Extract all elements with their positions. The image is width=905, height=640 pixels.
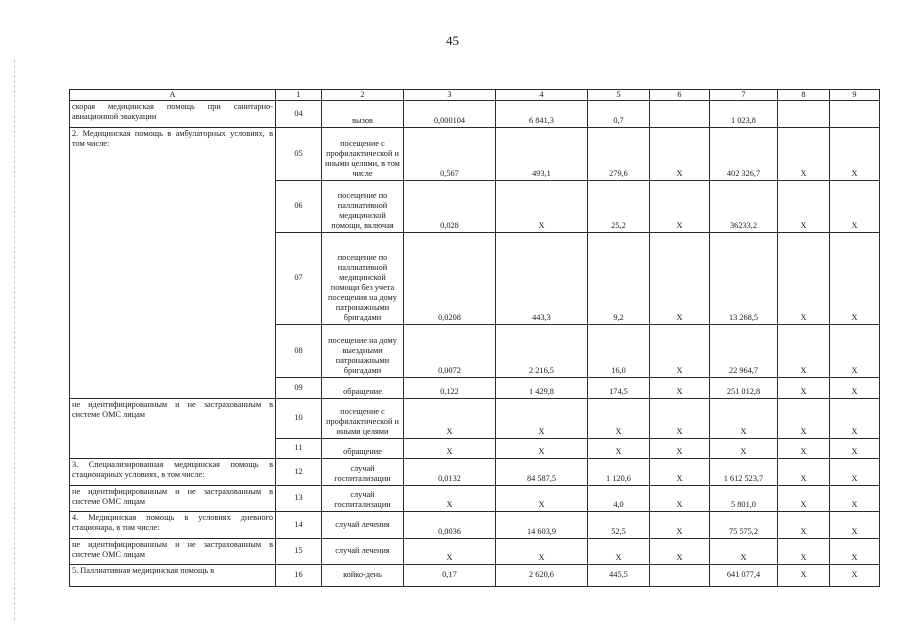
cell-col9: Х [830,564,880,586]
cell-col6: Х [650,398,710,438]
row-description: не идентифицированным и не застрахованным в системе ОМС лицам [70,485,276,511]
table-row [70,538,880,564]
cell-col3: 0,0132 [404,458,496,485]
row-code: 07 [276,232,322,324]
header-cell-2: 2 [322,90,404,101]
cell-col5: Х [588,538,650,564]
row-unit: посещение на дому выездными патронажными бригадами [322,324,404,377]
row-unit: койко-день [322,564,404,586]
header-cell-a: А [70,90,276,101]
row-unit: посещение с профилактической и иными целями, в том числе [322,127,404,180]
cell-col5: Х [588,438,650,458]
page-number: 45 [446,33,459,48]
scan-edge-line [14,60,15,620]
row-description: скорая медицинская помощь при санитарно-авиационной эвакуации [70,100,276,127]
row-description: не идентифицированным и не застрахованным в системе ОМС лицам [70,538,276,564]
table-row [70,127,880,180]
cell-col4: 14 603,9 [496,511,588,538]
cell-col4: Х [496,485,588,511]
row-unit: случай госпитализации [322,458,404,485]
cell-col8: Х [778,485,830,511]
cell-col7: 36233,2 [710,180,778,232]
row-code: 14 [276,511,322,538]
cell-col5: Х [588,398,650,438]
cell-col6: Х [650,324,710,377]
cell-col7: 5 801,0 [710,485,778,511]
cell-col6 [650,100,710,127]
cell-col8: Х [778,232,830,324]
cell-col4: 2 216,5 [496,324,588,377]
table-row [70,564,880,586]
row-description: 5. Паллиативная медицинская помощь в [70,564,276,586]
cell-col5: 1 120,6 [588,458,650,485]
cell-col3: 0,0036 [404,511,496,538]
cell-col6: Х [650,180,710,232]
cell-col9: Х [830,398,880,438]
row-code: 05 [276,127,322,180]
cell-col7: Х [710,438,778,458]
header-cell-1: 1 [276,90,322,101]
row-code: 09 [276,377,322,398]
cell-col5: 0,7 [588,100,650,127]
header-cell-9: 9 [830,90,880,101]
header-cell-3: 3 [404,90,496,101]
cell-col3: 0,0072 [404,324,496,377]
row-description: 2. Медицинская помощь в амбулаторных условиях, в том числе: [70,127,276,398]
cell-col9: Х [830,538,880,564]
row-code: 04 [276,100,322,127]
cell-col4: 493,1 [496,127,588,180]
row-unit: посещение с профилактической и иными целями [322,398,404,438]
cell-col6: Х [650,511,710,538]
cell-col4: 443,3 [496,232,588,324]
cell-col3: Х [404,485,496,511]
cell-col7: 1 023,8 [710,100,778,127]
table-row [70,100,880,127]
cell-col5: 174,5 [588,377,650,398]
cell-col8: Х [778,438,830,458]
cell-col5: 445,5 [588,564,650,586]
row-unit: случай госпитализации [322,485,404,511]
cell-col7: 251 012,8 [710,377,778,398]
cell-col9: Х [830,438,880,458]
cell-col6: Х [650,127,710,180]
row-code: 13 [276,485,322,511]
cell-col3: 0,000104 [404,100,496,127]
row-description: 3. Специализированная медицинская помощь в стационарных условиях, в том числе: [70,458,276,485]
row-code: 10 [276,398,322,438]
cell-col5: 279,6 [588,127,650,180]
cell-col4: 1 429,8 [496,377,588,398]
cell-col5: 4,0 [588,485,650,511]
row-description: не идентифицированным и не застрахованным в системе ОМС лицам [70,398,276,458]
cell-col6: Х [650,377,710,398]
cell-col7: 1 612 523,7 [710,458,778,485]
header-cell-6: 6 [650,90,710,101]
cell-col6 [650,564,710,586]
header-cell-4: 4 [496,90,588,101]
cell-col8: Х [778,538,830,564]
cell-col7: 13 268,5 [710,232,778,324]
cell-col6: Х [650,232,710,324]
cell-col4: Х [496,538,588,564]
cell-col9: Х [830,127,880,180]
cell-col4: Х [496,398,588,438]
row-code: 06 [276,180,322,232]
cell-col9: Х [830,511,880,538]
row-unit: обращение [322,377,404,398]
cell-col4: 2 620,6 [496,564,588,586]
row-code: 11 [276,438,322,458]
cell-col9 [830,100,880,127]
cell-col3: 0,122 [404,377,496,398]
cell-col9: Х [830,485,880,511]
cell-col4: Х [496,180,588,232]
data-table [69,89,880,587]
row-unit: обращение [322,438,404,458]
cell-col7: Х [710,398,778,438]
cell-col3: Х [404,438,496,458]
cell-col3: 0,028 [404,180,496,232]
cell-col8: Х [778,324,830,377]
cell-col6: Х [650,485,710,511]
cell-col7: 641 077,4 [710,564,778,586]
row-unit: случай лечения [322,511,404,538]
cell-col3: Х [404,398,496,438]
cell-col3: 0,567 [404,127,496,180]
cell-col5: 16,0 [588,324,650,377]
cell-col9: Х [830,232,880,324]
cell-col8 [778,100,830,127]
cell-col3: Х [404,538,496,564]
header-cell-7: 7 [710,90,778,101]
cell-col9: Х [830,377,880,398]
cell-col6: Х [650,538,710,564]
cell-col8: Х [778,377,830,398]
header-row [70,90,880,101]
row-description: 4. Медицинская помощь в условиях дневного стационара, в том числе: [70,511,276,538]
cell-col3: 0,0208 [404,232,496,324]
cell-col4: Х [496,438,588,458]
cell-col5: 9,2 [588,232,650,324]
table-row [70,398,880,438]
row-unit: посещение по паллиативной медицинской помощи, включая [322,180,404,232]
cell-col5: 52,5 [588,511,650,538]
row-code: 12 [276,458,322,485]
cell-col7: Х [710,538,778,564]
cell-col3: 0,17 [404,564,496,586]
cell-col8: Х [778,180,830,232]
cell-col8: Х [778,398,830,438]
cell-col7: 75 575,2 [710,511,778,538]
cell-col6: Х [650,438,710,458]
cell-col9: Х [830,324,880,377]
cell-col9: Х [830,458,880,485]
cell-col8: Х [778,458,830,485]
header-cell-5: 5 [588,90,650,101]
cell-col8: Х [778,564,830,586]
row-code: 15 [276,538,322,564]
row-unit: посещение по паллиативной медицинской помощи без учета посещения на дому патронажными бригадами [322,232,404,324]
table-row [70,485,880,511]
table-row [70,458,880,485]
row-code: 08 [276,324,322,377]
cell-col7: 402 326,7 [710,127,778,180]
cell-col6: Х [650,458,710,485]
table-row [70,511,880,538]
cell-col8: Х [778,127,830,180]
row-unit: вызов [322,100,404,127]
header-cell-8: 8 [778,90,830,101]
cell-col5: 25,2 [588,180,650,232]
row-unit: случай лечения [322,538,404,564]
cell-col8: Х [778,511,830,538]
cell-col9: Х [830,180,880,232]
cell-col4: 84 587,5 [496,458,588,485]
cell-col4: 6 841,3 [496,100,588,127]
cell-col7: 22 964,7 [710,324,778,377]
row-code: 16 [276,564,322,586]
